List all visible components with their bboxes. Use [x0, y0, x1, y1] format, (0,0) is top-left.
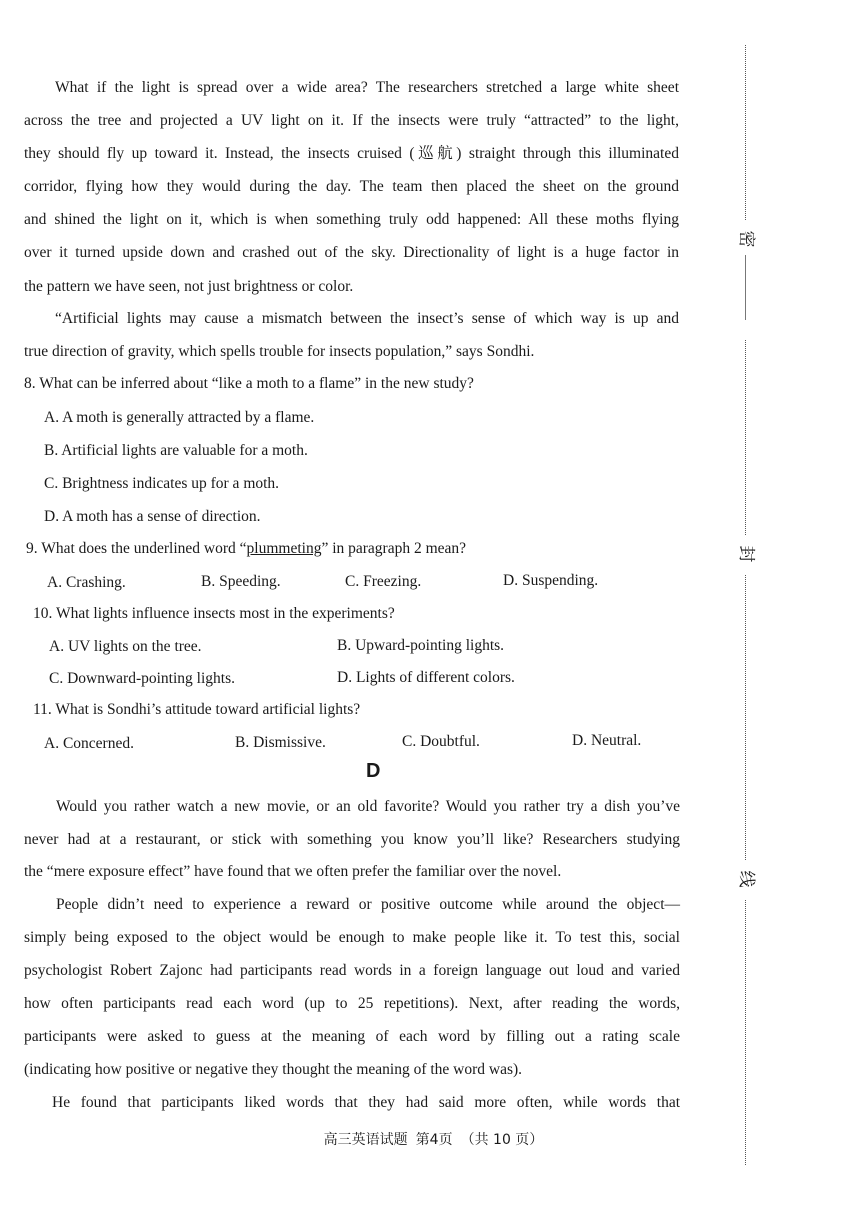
footer-page: 第4页	[415, 1132, 453, 1148]
question-9-option-b[interactable]: B. Speeding.	[201, 573, 281, 590]
passage-line: “Artificial lights may cause a mismatch between the insect’s sense of which way is up and	[55, 310, 679, 327]
question-11-stem: 11. What is Sondhi’s attitude toward artificial lights?	[33, 701, 361, 718]
passage-line: corridor, flying how they would during the day. The team then placed the sheet on the ground	[24, 178, 679, 195]
question-9-option-a[interactable]: A. Crashing.	[47, 574, 126, 591]
question-8-option-c[interactable]: C. Brightness indicates up for a moth.	[44, 475, 280, 492]
passage-line: the pattern we have seen, not just brightness or color.	[24, 278, 354, 295]
passage-line: He found that participants liked words that they had said more often, while words that	[52, 1094, 680, 1111]
question-10-option-a[interactable]: A. UV lights on the tree.	[49, 638, 202, 655]
passage-line: People didn’t need to experience a reward or positive outcome while around the object—	[56, 896, 680, 913]
seal-line-segment	[745, 900, 746, 1165]
passage-line: how often participants read each word (up to 25 repetitions). Next, after reading the words,	[24, 995, 680, 1012]
passage-line: and shined the light on it, which is when something truly odd happened: All these moths flying	[24, 211, 679, 228]
question-11-option-a[interactable]: A. Concerned.	[44, 735, 134, 752]
section-heading: D	[366, 760, 381, 782]
question-9-stem-pre: 9. What does the underlined word “	[26, 540, 247, 557]
question-10-option-d[interactable]: D. Lights of different colors.	[337, 669, 515, 686]
passage-line: What if the light is spread over a wide area? The researchers stretched a large white sheet	[55, 79, 679, 96]
passage-line: simply being exposed to the object would be enough to make people like it. To test this, social	[24, 929, 680, 946]
footer-total: （共 10 页）	[460, 1132, 544, 1148]
seal-line-segment	[745, 340, 746, 535]
passage-line: across the tree and projected a UV light on it. If the insects were truly “attracted” to the light,	[24, 112, 679, 129]
question-8-option-a[interactable]: A. A moth is generally attracted by a flame.	[44, 409, 315, 426]
passage-line: never had at a restaurant, or stick with something you know you’ll like? Researchers studying	[24, 831, 680, 848]
question-11-option-b[interactable]: B. Dismissive.	[235, 734, 326, 751]
passage-line: participants were asked to guess at the meaning of each word by filling out a rating scale	[24, 1028, 680, 1045]
passage-line: Would you rather watch a new movie, or an old favorite? Would you rather try a dish you’ve	[56, 798, 680, 815]
question-9-option-d[interactable]: D. Suspending.	[503, 572, 599, 589]
question-11-option-d[interactable]: D. Neutral.	[572, 732, 642, 749]
seal-line-segment	[745, 575, 746, 860]
passage-line: the “mere exposure effect” have found that we often prefer the familiar over the novel.	[24, 863, 562, 880]
footer-title: 高三英语试题	[323, 1132, 408, 1148]
question-11-option-c[interactable]: C. Doubtful.	[402, 733, 480, 750]
seal-char-xian: 线	[735, 868, 757, 890]
passage-line: over it turned upside down and crashed out of the sky. Directionality of light is a huge factor in	[24, 244, 679, 261]
question-8-stem: 8. What can be inferred about “like a moth to a flame” in the new study?	[24, 375, 474, 392]
seal-char-feng: 封	[735, 543, 757, 565]
seal-line-segment	[745, 45, 746, 220]
question-10-option-b[interactable]: B. Upward-pointing lights.	[337, 637, 505, 654]
question-8-option-b[interactable]: B. Artificial lights are valuable for a moth.	[44, 442, 308, 459]
page-footer	[0, 1129, 867, 1149]
question-9-stem-post: ” in paragraph 2 mean?	[321, 540, 467, 557]
passage-line: psychologist Robert Zajonc had participants read words in a foreign language out loud and varied	[24, 962, 680, 979]
question-8-option-d[interactable]: D. A moth has a sense of direction.	[44, 508, 261, 525]
question-9-option-c[interactable]: C. Freezing.	[345, 573, 422, 590]
question-9-stem	[26, 539, 466, 559]
question-10-stem: 10. What lights influence insects most in the experiments?	[33, 605, 395, 622]
underlined-word: plummeting	[246, 540, 322, 557]
passage-line: they should fly up toward it. Instead, the insects cruised (巡航) straight through this illuminated	[24, 145, 679, 162]
seal-char-mi: 密	[735, 228, 757, 250]
passage-line: true direction of gravity, which spells trouble for insects population,” says Sondhi.	[24, 343, 535, 360]
seal-line-segment	[745, 255, 746, 320]
passage-line: (indicating how positive or negative they thought the meaning of the word was).	[24, 1061, 523, 1078]
question-10-option-c[interactable]: C. Downward-pointing lights.	[49, 670, 235, 687]
